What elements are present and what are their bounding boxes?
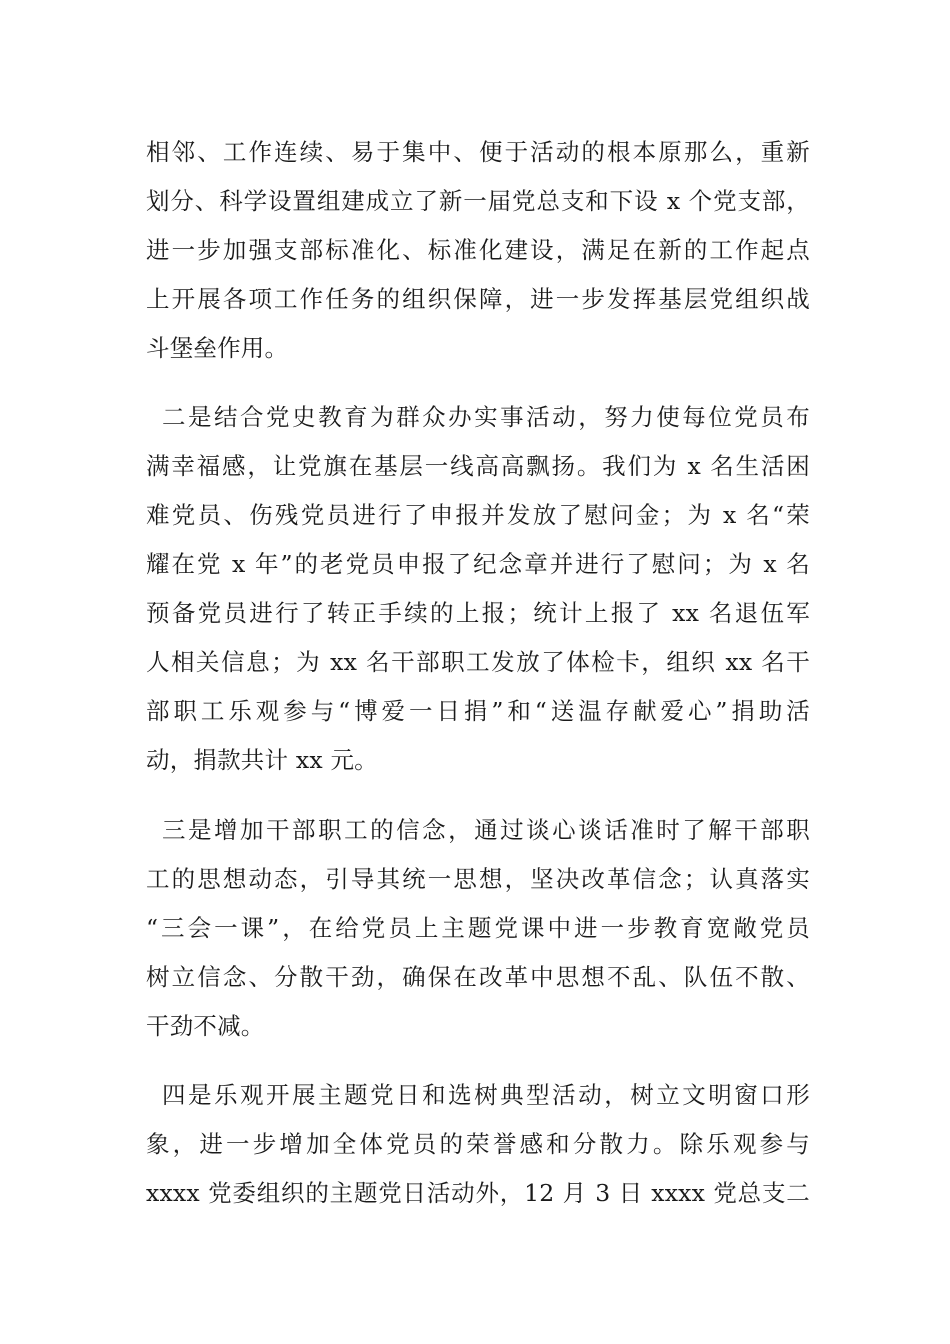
text-line: 四是乐观开展主题党日和选树典型活动，树立文明窗口形 bbox=[162, 1081, 810, 1109]
text-line: 人相关信息；为 xx 名干部职工发放了体检卡，组织 xx 名干 bbox=[146, 648, 810, 676]
text-line: 相邻、工作连续、易于集中、便于活动的根本原那么，重新 bbox=[146, 138, 810, 166]
text-line: 部职工乐观参与“博爱一日捐”和“送温存献爱心”捐助活 bbox=[146, 697, 810, 725]
text-line: 三是增加干部职工的信念，通过谈心谈话准时了解干部职 bbox=[162, 816, 810, 844]
text-line: 划分、科学设置组建成立了新一届党总支和下设 x 个党支部， bbox=[146, 187, 810, 215]
text-line: 难党员、伤残党员进行了申报并发放了慰问金；为 x 名“荣 bbox=[146, 501, 810, 529]
text-line: 斗堡垒作用。 bbox=[146, 334, 289, 362]
text-line: 上开展各项工作任务的组织保障，进一步发挥基层党组织战 bbox=[146, 285, 810, 313]
text-line: “三会一课”，在给党员上主题党课中进一步教育宽敞党员 bbox=[146, 914, 810, 942]
text-line: 二是结合党史教育为群众办实事活动，努力使每位党员布 bbox=[162, 403, 810, 431]
paragraph-3 bbox=[146, 806, 810, 1051]
paragraph-4 bbox=[146, 1071, 810, 1218]
text-line: 动，捐款共计 xx 元。 bbox=[146, 746, 378, 774]
text-line: 满幸福感，让党旗在基层一线高高飘扬。我们为 x 名生活困 bbox=[146, 452, 810, 480]
text-line: 干劲不减。 bbox=[146, 1012, 265, 1040]
paragraph-1 bbox=[146, 128, 810, 373]
text-line: 象，进一步增加全体党员的荣誉感和分散力。除乐观参与 bbox=[146, 1130, 810, 1158]
text-line: 工的思想动态，引导其统一思想，坚决改革信念；认真落实 bbox=[146, 865, 810, 893]
paragraph-2 bbox=[146, 393, 810, 785]
text-line: 进一步加强支部标准化、标准化建设，满足在新的工作起点 bbox=[146, 236, 810, 264]
text-line: 预备党员进行了转正手续的上报；统计上报了 xx 名退伍军 bbox=[146, 599, 810, 627]
text-line: 树立信念、分散干劲，确保在改革中思想不乱、队伍不散、 bbox=[146, 963, 810, 991]
text-line: xxxx 党委组织的主题党日活动外，12 月 3 日 xxxx 党总支二 bbox=[146, 1179, 810, 1207]
text-line: 耀在党 x 年”的老党员申报了纪念章并进行了慰问；为 x 名 bbox=[146, 550, 810, 578]
